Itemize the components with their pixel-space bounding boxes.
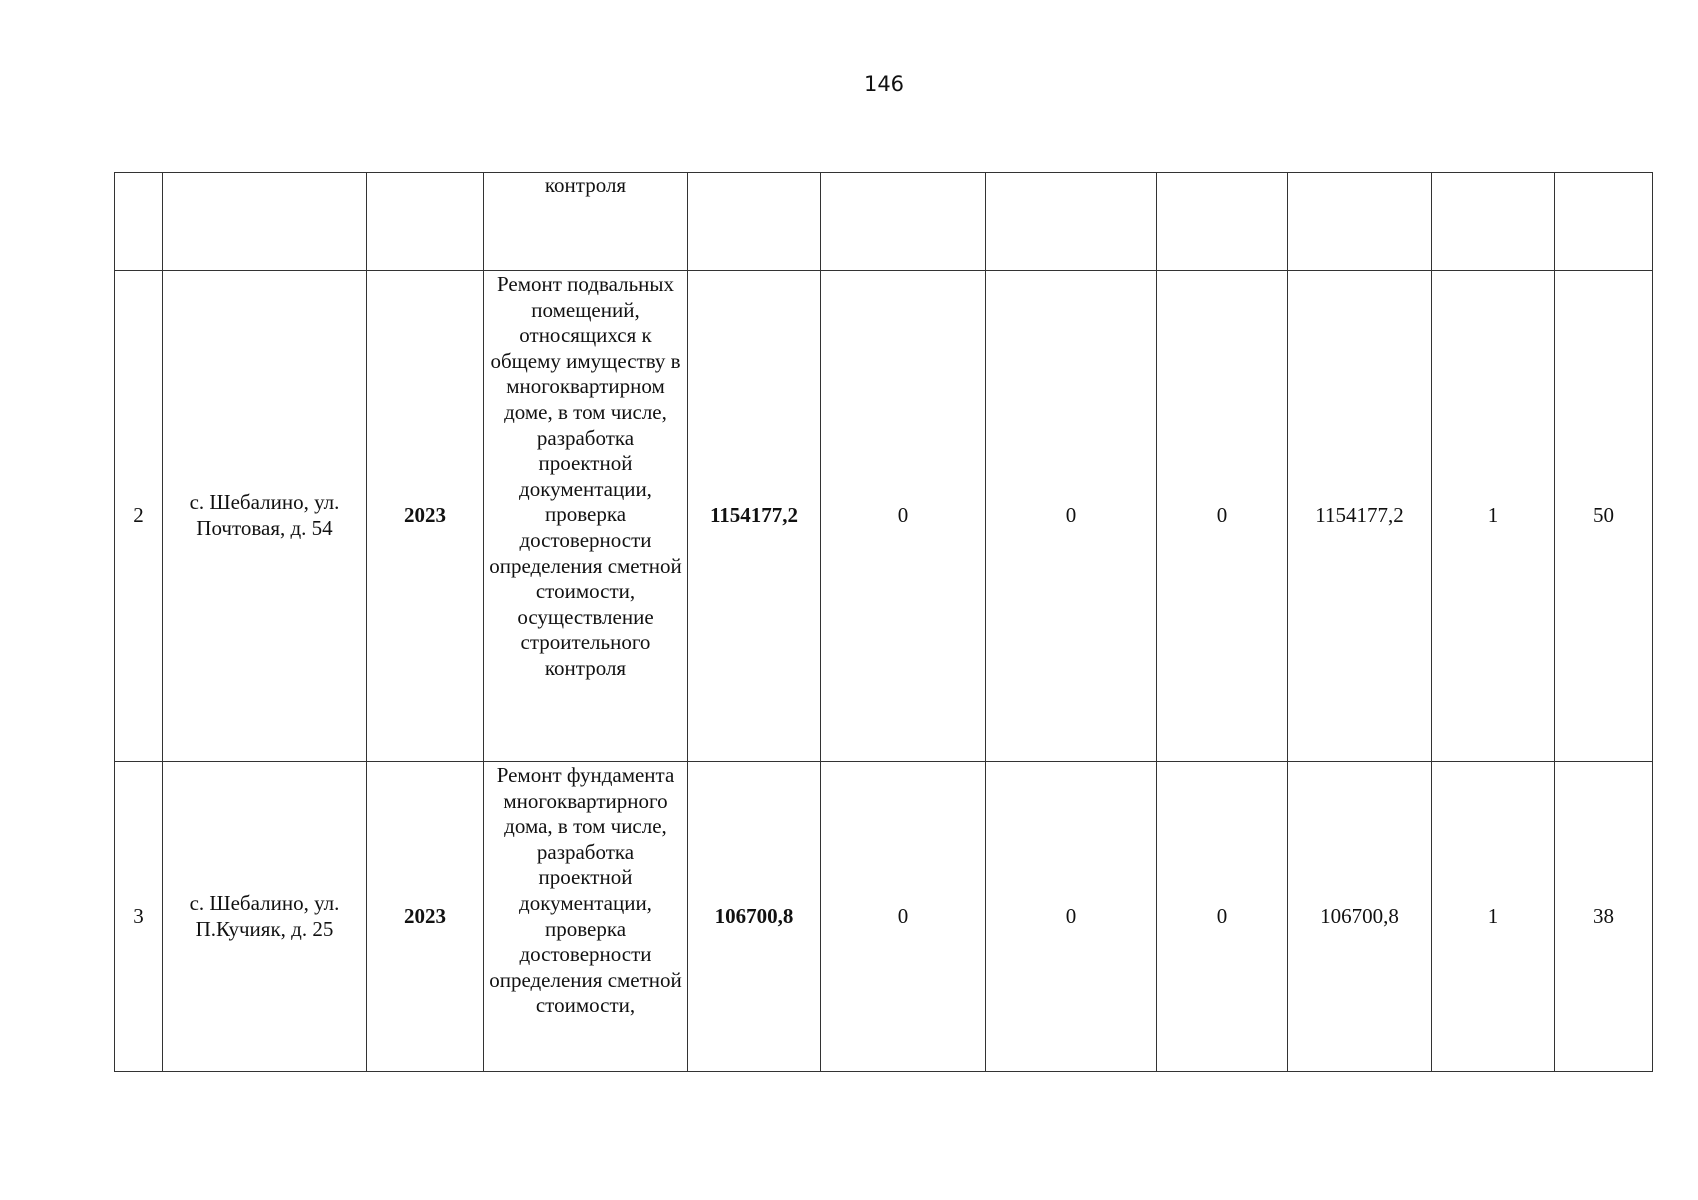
page-number: 146 <box>863 72 905 96</box>
cell-work: Ремонт фундамента многоквартирного дома, в том числе, разработка проектной документации, проверка достоверности определения сметной стоимости, <box>484 762 688 1072</box>
table-row <box>115 271 1653 762</box>
cell-c1: 0 <box>821 271 986 762</box>
table-row <box>115 762 1653 1072</box>
cell-address: с. Шебалино, ул. П.Кучияк, д. 25 <box>163 762 367 1072</box>
cell-num: 3 <box>115 762 163 1072</box>
cell-c5 <box>1432 173 1555 271</box>
cell-c2: 0 <box>986 762 1157 1072</box>
cell-work: контроля <box>484 173 688 271</box>
cell-c1 <box>821 173 986 271</box>
cell-total: 1154177,2 <box>688 271 821 762</box>
cell-year: 2023 <box>367 271 484 762</box>
cell-year: 2023 <box>367 762 484 1072</box>
cell-c3 <box>1157 173 1288 271</box>
cell-total: 106700,8 <box>688 762 821 1072</box>
cell-c6: 50 <box>1555 271 1653 762</box>
cell-num <box>115 173 163 271</box>
cell-address <box>163 173 367 271</box>
cell-c2 <box>986 173 1157 271</box>
cell-c5: 1 <box>1432 271 1555 762</box>
cell-c3: 0 <box>1157 762 1288 1072</box>
cell-c5: 1 <box>1432 762 1555 1072</box>
cell-address: с. Шебалино, ул. Почтовая, д. 54 <box>163 271 367 762</box>
cell-c4 <box>1288 173 1432 271</box>
table-row-continued <box>115 173 1653 271</box>
cell-num: 2 <box>115 271 163 762</box>
cell-c6 <box>1555 173 1653 271</box>
cell-c6: 38 <box>1555 762 1653 1072</box>
cell-c3: 0 <box>1157 271 1288 762</box>
cell-total <box>688 173 821 271</box>
cell-c4: 106700,8 <box>1288 762 1432 1072</box>
cell-c1: 0 <box>821 762 986 1072</box>
cell-c4: 1154177,2 <box>1288 271 1432 762</box>
cell-work: Ремонт подвальных помещений, относящихся к общему имуществу в многоквартирном доме, в том числе, разработка проектной документации, проверка достоверности определения сметной стоимости, осуществление строительного контроля <box>484 271 688 762</box>
cell-c2: 0 <box>986 271 1157 762</box>
works-table <box>114 172 1653 1072</box>
cell-year <box>367 173 484 271</box>
